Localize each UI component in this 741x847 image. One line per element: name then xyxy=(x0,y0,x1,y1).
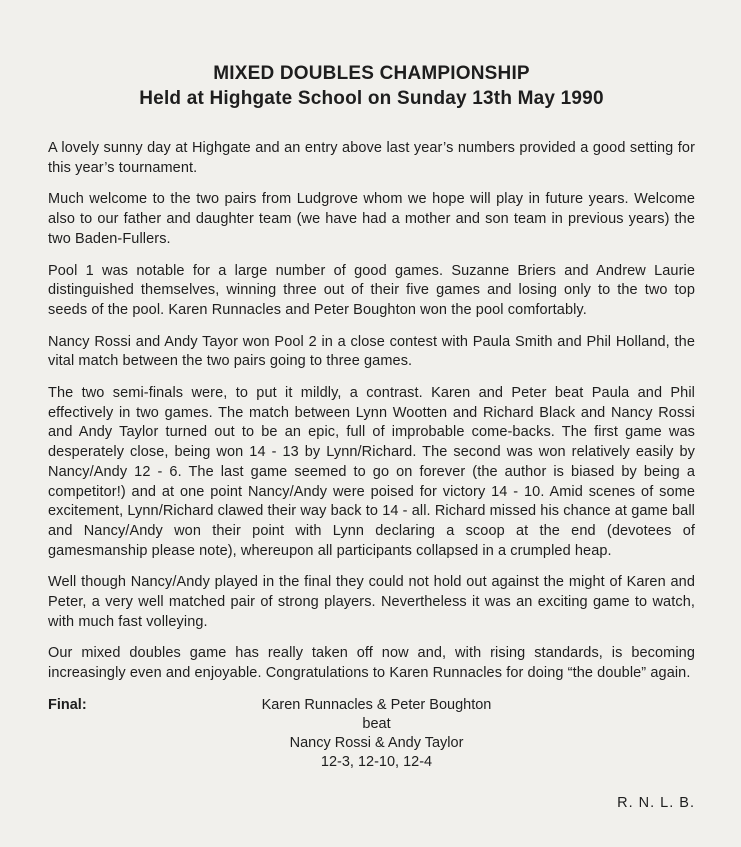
author-signature: R. N. L. B. xyxy=(617,795,695,811)
paragraph-intro: A lovely sunny day at Highgate and an entry above last year’s numbers provided a good setting for this year’s tournament. xyxy=(48,140,695,176)
final-label: Final: xyxy=(48,696,87,713)
final-result xyxy=(48,696,695,772)
final-verb: beat xyxy=(362,715,391,732)
paragraph-conclusion: Our mixed doubles game has really taken off now and, with rising standards, is becoming increasingly even and enjoyable. Congratulations to Karen Runnacles for doing “the double” again. xyxy=(48,645,695,682)
final-runners-up: Nancy Rossi & Andy Taylor xyxy=(289,734,464,751)
paragraph-final-report: Well though Nancy/Andy played in the final they could not hold out against the might of Karen and Peter, a very well matched pair of strong players. Nevertheless it was an exciting game to watch, with much fast volleying. xyxy=(48,574,695,630)
paragraph-pool-2: Nancy Rossi and Andy Tayor won Pool 2 in a close contest with Paula Smith and Phil Holland, the vital match between the two pairs going to three games. xyxy=(48,333,695,370)
article-body xyxy=(48,139,695,776)
final-result-block xyxy=(48,696,695,776)
document-title: MIXED DOUBLES CHAMPIONSHIP xyxy=(213,63,530,84)
final-score: 12-3, 12-10, 12-4 xyxy=(320,753,433,770)
final-winners: Karen Runnacles & Peter Boughton xyxy=(261,696,492,713)
paragraph-welcome: Much welcome to the two pairs from Ludgrove whom we hope will play in future years. Welcome also to our father and daughter team (we have had a mother and son team in previous years) the two Baden-Fullers. xyxy=(48,191,695,247)
paragraph-pool-1: Pool 1 was notable for a large number of good games. Suzanne Briers and Andrew Laurie distinguished themselves, winning three out of their five games and losing only to the two top seeds of the pool. Karen Runnacles and Peter Boughton won the pool comfortably. xyxy=(48,262,695,318)
paragraph-semi-finals: The two semi-finals were, to put it mildly, a contrast. Karen and Peter beat Paula and Phil effectively in two games. The match between Lynn Wootten and Richard Black and Nancy Rossi and Andy Taylor turned out to be an epic, full of improbable come-backs. The first game was desperately close, being won 14 - 13 by Lynn/Richard. The second was won relatively easily by Nancy/Andy 12 - 6. The last game seemed to go on forever (the author is biased by being a competitor!) and at one point Nancy/Andy were poised for victory 14 - 10. Amid scenes of some excitement, Lynn/Richard clawed their way back to 14 - all. Richard missed his chance at game ball and Nancy/Andy won their point with Lynn declaring a scoop at the end (devotees of gamesmanship please note), whereupon all participants collapsed in a crumpled heap. xyxy=(48,385,695,559)
document-subtitle: Held at Highgate School on Sunday 13th May 1990 xyxy=(139,88,604,109)
